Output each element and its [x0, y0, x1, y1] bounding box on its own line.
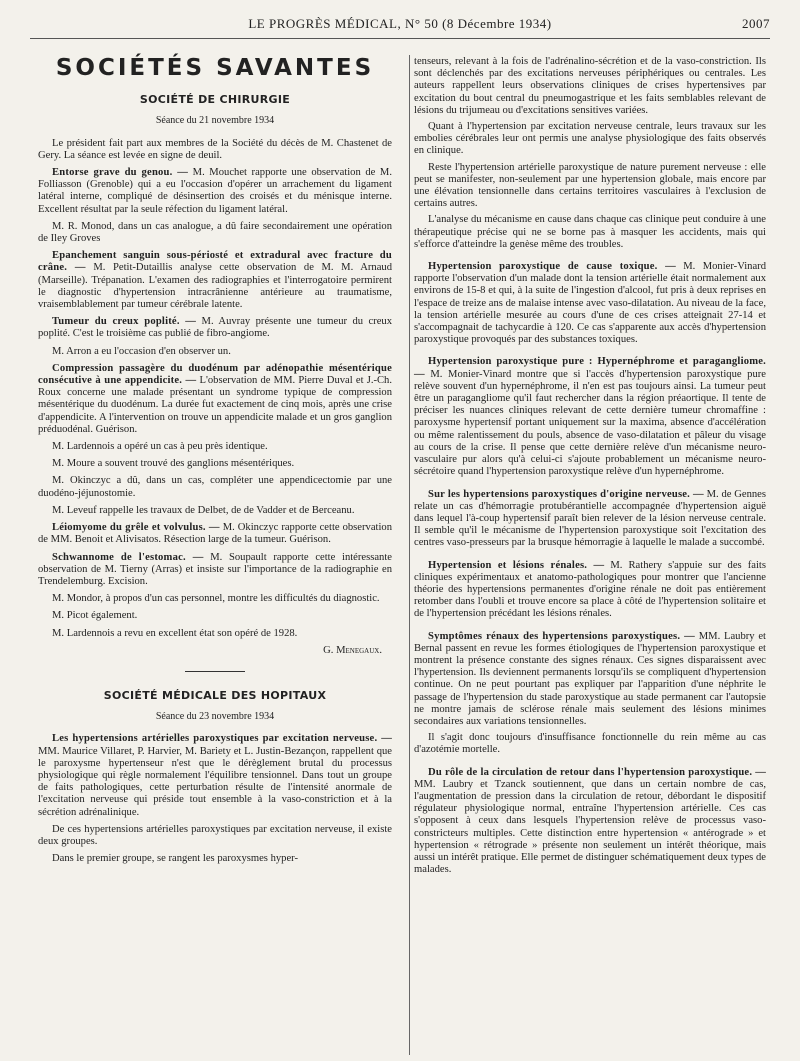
paragraph [38, 733, 392, 818]
article-text: MM. Maurice Villaret, P. Harvier, M. Bariety et L. Justin-Bezançon, rappellent que le paroxysme hypertenseur n'est que le dérèglement brutal du processus physiologique qui règle normalement l'équilibre tensionnel. Dans tout un groupe de faits pathologiques, cette perturbation résulte de l'intensité anormale de l'excitation nerveuse qui préside tout ensemble à la vaso-constriction et à la sécrétion adrénalinique. [38, 745, 392, 818]
paragraph [38, 167, 392, 216]
paragraph [414, 631, 766, 729]
article-heading: Léiomyome du grêle et volvulus. — [52, 522, 220, 534]
paragraph: Quant à l'hypertension par excitation nerveuse centrale, leurs travaux sur les embolies cérébrales leur ont permis une analyse physiologique des faits observés en clinique. [414, 121, 766, 157]
left-column [38, 55, 393, 870]
article-text: M. Rathery s'appuie sur des faits cliniques expérimentaux et anatomo-pathologiques pour montrer que l'ancienne théorie des hypertensions permanentes d'origine rénale ne doit pas entièrement retomber dans l'oubli et trouve encore sa place à côté de l'hypertension solitaire et de l'hypertension précédant les lésions rénales. [414, 559, 766, 620]
paragraph: Le président fait part aux membres de la Société du décès de M. Chastenet de Gery. La séance est levée en signe de deuil. [38, 137, 392, 161]
paragraph [38, 363, 392, 436]
article-heading: Schwannome de l'estomac. — [52, 551, 204, 563]
paragraph: Il s'agit donc toujours d'insuffisance fonctionnelle du rein même au cas d'azotémie mortelle. [414, 732, 766, 756]
paragraph: Reste l'hypertension artérielle paroxystique de nature purement nerveuse : elle peut se manifester, non-seulement par une hypertension globale, mais encore par une élévation tensionnelle dans certains territoires vasculaires à l'exclusion de certains autres. [414, 161, 766, 210]
signature: G. Menegaux. [323, 644, 382, 656]
paragraph: M. Picot également. [52, 610, 138, 622]
paragraph: Dans le premier groupe, se rangent les paroxysmes hyper- [52, 853, 299, 865]
paragraph: M. Lardennois a opéré un cas à peu près identique. [52, 441, 268, 453]
article-heading: Hypertension paroxystique pure : Hypernéphrome et paragangliome. — [414, 356, 766, 380]
paragraph: M. Leveuf rappelle les travaux de Delbet, de de Vadder et de Berceanu. [52, 504, 355, 516]
article-heading: Tumeur du creux poplité. — [52, 316, 197, 328]
paragraph [414, 767, 766, 877]
article-heading: Epanchement sanguin sous-périosté et extradural avec fracture du crâne. — [38, 250, 392, 274]
right-column [414, 56, 766, 880]
article-heading: Du rôle de la circulation de retour dans l'hypertension paroxystique. — [428, 766, 766, 778]
header-rule [30, 38, 770, 39]
society-title-hopitaux: SOCIÉTÉ MÉDICALE DES HOPITAUX [103, 688, 327, 702]
paragraph: M. Arron a eu l'occasion d'en observer un. [52, 345, 231, 357]
running-header [30, 16, 770, 36]
article-heading: Les hypertensions artérielles paroxystiques par excitation nerveuse. — [52, 733, 392, 745]
page-number: 2007 [742, 16, 770, 31]
society-title-chirurgie: SOCIÉTÉ DE CHIRURGIE [139, 93, 291, 107]
paragraph [414, 356, 766, 478]
article-text: M. de Gennes relate un cas d'hémorragie protubérantielle accompagnée d'hypertension aiguë dans lequel l'à-coup hypertensif paraît bien relever de la lésion nerveuse centrale. Il semble qu'il le mécanisme de l'hypertension paroxystique soit l'excitation des centres vaso-presseurs par la brusque hémorragie à laquelle le malade a succombé. [414, 488, 766, 549]
paragraph [38, 316, 392, 340]
paragraph: L'analyse du mécanisme en cause dans chaque cas clinique peut conduire à une thérapeutique précise qui ne se borne pas à masquer les accidents, mais qui s'efforce d'atteindre la genèse même des troubles. [414, 214, 766, 250]
paragraph [38, 250, 392, 311]
seance-date: Séance du 21 novembre 1934 [155, 115, 275, 127]
paragraph [414, 489, 766, 550]
article-text: M. Monier-Vinard rapporte l'observation d'un malade dont la tension artérielle était normalement aux environs de 15-8 et qui, à la suite de l'ingestion d'alcool, fut pris à deux reprises en l'espace de treize ans de malaise intense avec vaso-dilatation. Au niveau de la face, la tension artérielle mesurée au cours d'une de ces crises atteignait 27-14 et s'accompagnait de tachycardie à 120. Ce cas s'apparente aux accès d'hypertension paroxystique provoqués par des substances toxiques. [414, 261, 766, 346]
article-text: M. Okinczyc rapporte cette observation de MM. Benoit et Alivisatos. Résection large de la tumeur. Guérison. [38, 522, 392, 546]
paragraph: tenseurs, relevant à la fois de l'adrénalino-sécrétion et de la vaso-constriction. Ils sont déclenchés par des excitations nerveuses périphériques ou centrales. Les auteurs rappellent leurs observations cliniques de crises hypertensives par excitation du bout central du pneumogastrique et les faits semblables relevant de lésions du trijumeau ou d'excitations sensitives variées. [414, 56, 766, 116]
seance-date: Séance du 23 novembre 1934 [155, 711, 275, 723]
article-text: M. Mouchet rapporte une observation de M. Folliasson (Grenoble) qui a eu l'occasion d'opérer un arrachement du ligament latéral interne, compliqué de désinsertion des croisés et du ménisque interne. Excellent résultat par la seule réfection du ligament latéral. [38, 167, 392, 215]
article-text: M. Auvray présente une tumeur du creux poplité. C'est le troisième cas publié de fibro-angiome. [38, 316, 392, 340]
article-text: MM. Laubry et Bernal passent en revue les formes étiologiques de l'hypertension paroxystique et montrent la présence constante des signes rénaux. Ces signes disparaissent avec l'hypertension. Ils deviennent permanents lorsqu'ils se compliquent d'hypertension continue. On ne peut pourtant pas expliquer par l'apparition d'une néphrite le passage de l'hypertension du stade paroxystique au stade permanent car l'autopsie ne montre jamais de sclérose rénale mais seulement des lésions minimes secondaires aux variations tensionnelles. [414, 630, 766, 727]
article-text: MM. Laubry et Tzanck soutiennent, que dans un certain nombre de cas, l'augmentation de pression dans la circulation de retour, débordant le dispositif régulateur physiologique normal, entraîne l'hypertension artérielle. Ces cas s'opposent à ceux dans lesquels l'hypertension relève de processus vaso-constricteurs multiples. Cette distinction entre hypertension « antérograde » et hypertension « rétrograde » présente non seulement un intérêt théorique, mais aussi un intérêt pratique. Elle permet de distinguer schématiquement deux types de malades. [414, 778, 766, 876]
section-banner: SOCIÉTÉS SAVANTES [55, 55, 375, 81]
article-heading: Compression passagère du duodénum par adénopathie mésentérique consécutive à une appendicite. — [38, 362, 392, 387]
column-divider [409, 55, 410, 1055]
article-heading: Entorse grave du genou. — [52, 167, 189, 179]
article-heading: Hypertension et lésions rénales. — [428, 559, 605, 571]
paragraph: M. R. Monod, dans un cas analogue, a dû faire secondairement une opération de Iley Groves [38, 220, 392, 245]
paragraph [414, 560, 766, 621]
journal-title: LE PROGRÈS MÉDICAL, N° 50 (8 Décembre 1934) [248, 16, 552, 31]
article-text: L'observation de MM. Pierre Duval et J.-Ch. Roux concerne une malade présentant un syndrome typique de compression mésentérique du duodénum. La durée fut exactement de cinq mois, après une crise d'appendicite. A l'intervention on trouve un appendicite malade et un gros ganglion préduodénal. Guérison. [38, 375, 393, 435]
article-heading: Hypertension paroxystique de cause toxique. — [428, 261, 676, 273]
paragraph: De ces hypertensions artérielles paroxystiques par excitation nerveuse, il existe deux groupes. [38, 823, 392, 847]
article-heading: Sur les hypertensions paroxystiques d'origine nerveuse. — [428, 488, 704, 500]
article-text: M. Soupault rapporte cette intéressante observation de M. Tierny (Arras) et insiste sur l'importance de la radiographie en Trendelemburg. Excision. [38, 551, 393, 587]
article-text: M. Petit-Dutaillis analyse cette observation de M. M. Arnaud (Marseille). Trépanation. L'examen des radiographies et l'interrogatoire permirent le diagnostic d'hypertension intracrânienne antérieure au traumatisme, vraisemblablement par tumeur cérébrale latente. [38, 262, 393, 311]
paragraph: M. Mondor, à propos d'un cas personnel, montre les difficultés du diagnostic. [52, 593, 380, 605]
article-text: M. Monier-Vinard montre que si l'accès d'hypertension paroxystique pure relève souvent d'un hypernéphrome, il n'en est pas toujours ainsi. La tumeur peut être un paragangliome qu'il faut rechercher dans la région préaortique. Il tente de préciser les nuances cliniques relevant de cette dernière tumeur chromaffine : paroxysme hypertensif portant uniquement sur la maxima, absence d'accélération ou même ralentissement du pouls, absence de vaso-dilatation et pâleur du visage au cours de la crise. Il pense que cette dernière relève d'un mécanisme neuro-vasculaire pur alors qu'à celui-ci s'ajoute probablement un mécanisme neuro-sécrétoire quand l'hypertension paroxystique relève d'un hypernéphrome. [414, 368, 766, 478]
paragraph: M. Moure a souvent trouvé des ganglions mésentériques. [52, 458, 295, 470]
paragraph [38, 522, 392, 546]
paragraph [38, 552, 392, 589]
paragraph [414, 261, 766, 346]
article-heading: Symptômes rénaux des hypertensions paroxystiques. — [428, 630, 695, 642]
section-rule [185, 671, 245, 672]
paragraph: M. Okinczyc a dû, dans un cas, compléter une appendicectomie par une duodéno-jéjunostomie. [38, 475, 392, 499]
paragraph: M. Lardennois a revu en excellent état son opéré de 1928. [52, 627, 298, 639]
